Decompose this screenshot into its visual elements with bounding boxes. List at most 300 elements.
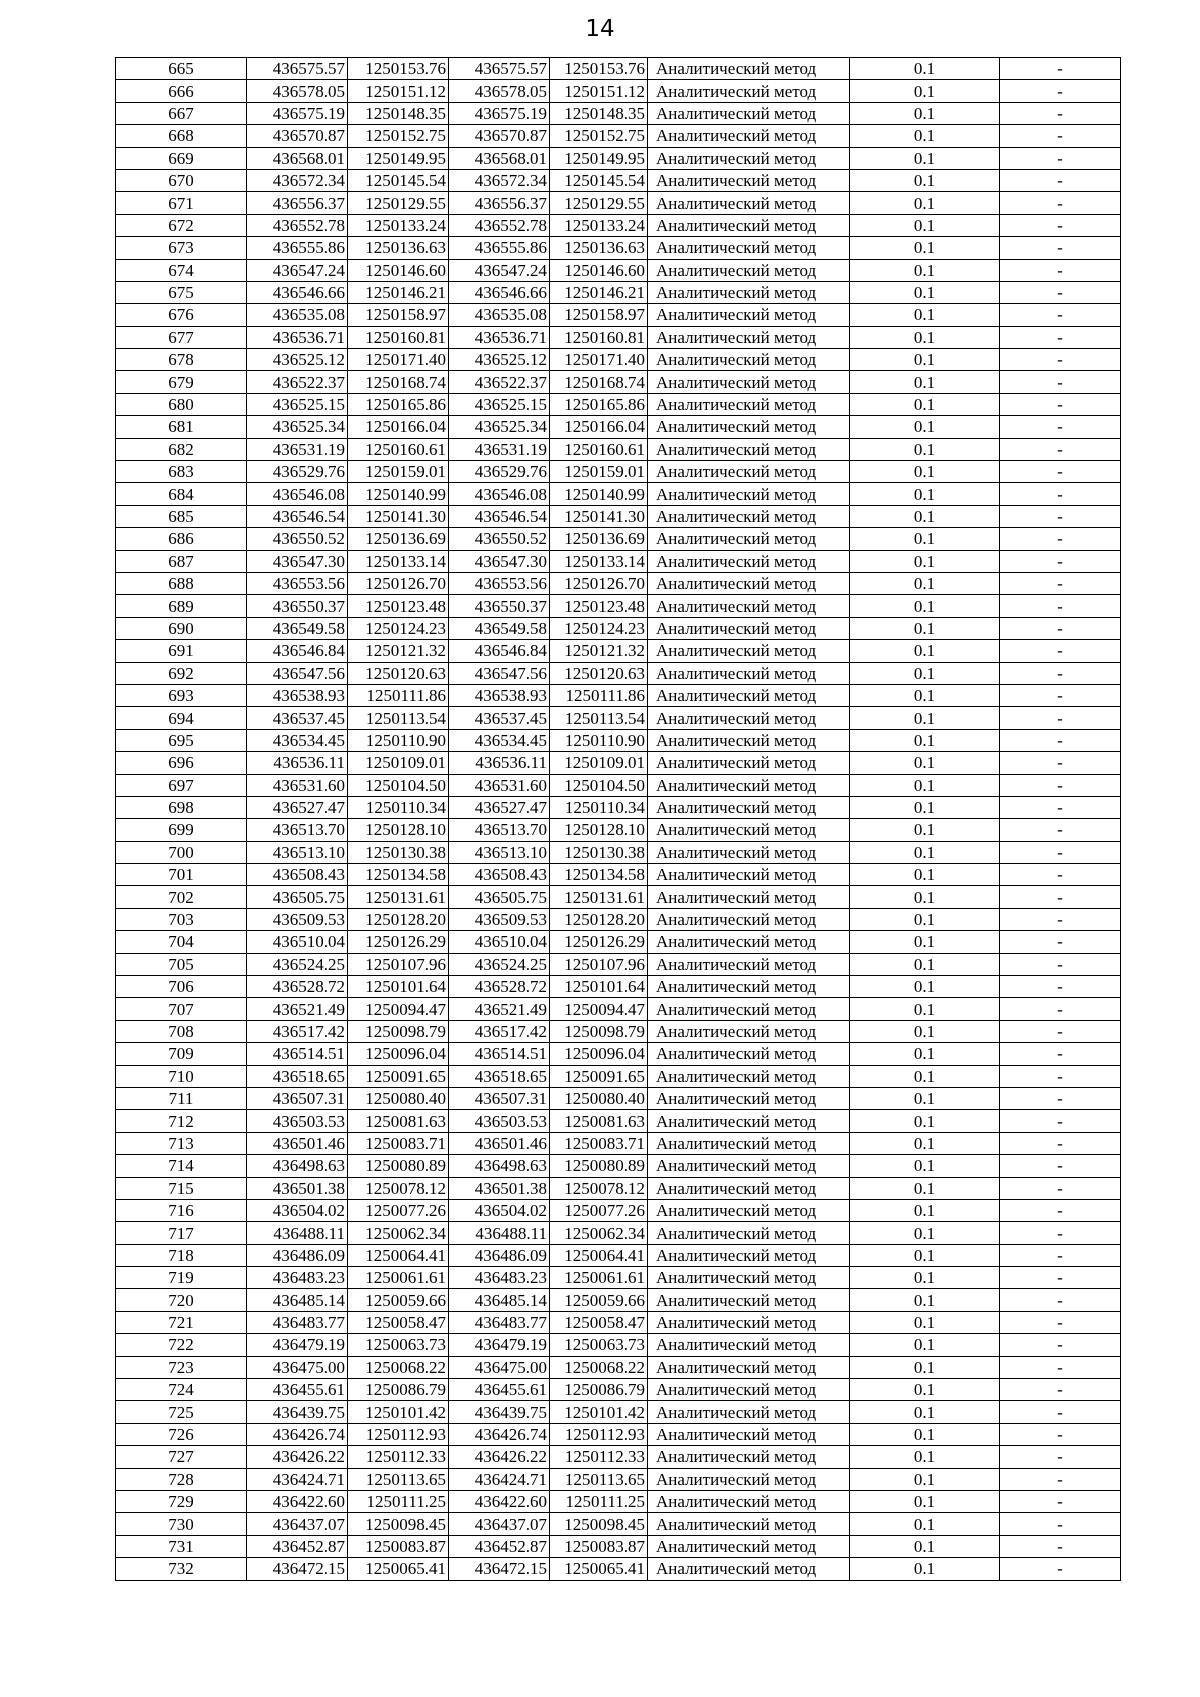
method-cell: Аналитический метод xyxy=(648,886,850,908)
note-cell: - xyxy=(1000,1289,1121,1311)
method-cell: Аналитический метод xyxy=(648,237,850,259)
table-row xyxy=(116,1132,1121,1154)
y-coordinate-cell: 1250068.22 xyxy=(348,1356,449,1378)
method-cell: Аналитический метод xyxy=(648,1020,850,1042)
x-coordinate-cell: 436486.09 xyxy=(449,1244,550,1266)
point-number-cell: 717 xyxy=(116,1222,247,1244)
y-coordinate-cell: 1250112.93 xyxy=(550,1423,648,1445)
precision-cell: 0.1 xyxy=(850,1558,1000,1580)
y-coordinate-cell: 1250077.26 xyxy=(550,1199,648,1221)
precision-cell: 0.1 xyxy=(850,998,1000,1020)
y-coordinate-cell: 1250078.12 xyxy=(550,1177,648,1199)
table-row xyxy=(116,931,1121,953)
y-coordinate-cell: 1250059.66 xyxy=(348,1289,449,1311)
x-coordinate-cell: 436518.65 xyxy=(247,1065,348,1087)
note-cell: - xyxy=(1000,998,1121,1020)
y-coordinate-cell: 1250160.81 xyxy=(550,326,648,348)
y-coordinate-cell: 1250098.45 xyxy=(348,1513,449,1535)
precision-cell: 0.1 xyxy=(850,371,1000,393)
method-cell: Аналитический метод xyxy=(648,1379,850,1401)
y-coordinate-cell: 1250121.32 xyxy=(550,640,648,662)
y-coordinate-cell: 1250098.79 xyxy=(348,1020,449,1042)
point-number-cell: 671 xyxy=(116,192,247,214)
point-number-cell: 710 xyxy=(116,1065,247,1087)
method-cell: Аналитический метод xyxy=(648,371,850,393)
method-cell: Аналитический метод xyxy=(648,192,850,214)
note-cell: - xyxy=(1000,416,1121,438)
point-number-cell: 693 xyxy=(116,684,247,706)
y-coordinate-cell: 1250141.30 xyxy=(348,505,449,527)
note-cell: - xyxy=(1000,1087,1121,1109)
note-cell: - xyxy=(1000,841,1121,863)
note-cell: - xyxy=(1000,819,1121,841)
y-coordinate-cell: 1250111.25 xyxy=(348,1491,449,1513)
x-coordinate-cell: 436509.53 xyxy=(449,908,550,930)
x-coordinate-cell: 436501.46 xyxy=(247,1132,348,1154)
table-row xyxy=(116,752,1121,774)
precision-cell: 0.1 xyxy=(850,752,1000,774)
x-coordinate-cell: 436509.53 xyxy=(247,908,348,930)
precision-cell: 0.1 xyxy=(850,886,1000,908)
x-coordinate-cell: 436527.47 xyxy=(449,796,550,818)
y-coordinate-cell: 1250109.01 xyxy=(348,752,449,774)
y-coordinate-cell: 1250104.50 xyxy=(550,774,648,796)
x-coordinate-cell: 436508.43 xyxy=(247,864,348,886)
precision-cell: 0.1 xyxy=(850,707,1000,729)
point-number-cell: 731 xyxy=(116,1535,247,1557)
y-coordinate-cell: 1250091.65 xyxy=(348,1065,449,1087)
point-number-cell: 691 xyxy=(116,640,247,662)
note-cell: - xyxy=(1000,1491,1121,1513)
point-number-cell: 707 xyxy=(116,998,247,1020)
precision-cell: 0.1 xyxy=(850,147,1000,169)
note-cell: - xyxy=(1000,550,1121,572)
y-coordinate-cell: 1250133.14 xyxy=(550,550,648,572)
x-coordinate-cell: 436552.78 xyxy=(247,214,348,236)
table-row xyxy=(116,1110,1121,1132)
y-coordinate-cell: 1250109.01 xyxy=(550,752,648,774)
method-cell: Аналитический метод xyxy=(648,707,850,729)
method-cell: Аналитический метод xyxy=(648,1446,850,1468)
note-cell: - xyxy=(1000,125,1121,147)
x-coordinate-cell: 436455.61 xyxy=(449,1379,550,1401)
y-coordinate-cell: 1250110.34 xyxy=(550,796,648,818)
table-row xyxy=(116,214,1121,236)
method-cell: Аналитический метод xyxy=(648,58,850,80)
note-cell: - xyxy=(1000,1356,1121,1378)
x-coordinate-cell: 436522.37 xyxy=(449,371,550,393)
table-row xyxy=(116,1311,1121,1333)
y-coordinate-cell: 1250168.74 xyxy=(550,371,648,393)
table-row xyxy=(116,259,1121,281)
x-coordinate-cell: 436546.84 xyxy=(247,640,348,662)
y-coordinate-cell: 1250096.04 xyxy=(348,1043,449,1065)
table-row xyxy=(116,1065,1121,1087)
y-coordinate-cell: 1250111.25 xyxy=(550,1491,648,1513)
x-coordinate-cell: 436575.57 xyxy=(247,58,348,80)
note-cell: - xyxy=(1000,640,1121,662)
x-coordinate-cell: 436426.74 xyxy=(449,1423,550,1445)
precision-cell: 0.1 xyxy=(850,259,1000,281)
point-number-cell: 665 xyxy=(116,58,247,80)
note-cell: - xyxy=(1000,976,1121,998)
x-coordinate-cell: 436439.75 xyxy=(247,1401,348,1423)
x-coordinate-cell: 436488.11 xyxy=(449,1222,550,1244)
y-coordinate-cell: 1250158.97 xyxy=(550,304,648,326)
y-coordinate-cell: 1250133.24 xyxy=(348,214,449,236)
x-coordinate-cell: 436485.14 xyxy=(247,1289,348,1311)
x-coordinate-cell: 436537.45 xyxy=(247,707,348,729)
precision-cell: 0.1 xyxy=(850,908,1000,930)
note-cell: - xyxy=(1000,1020,1121,1042)
table-row xyxy=(116,1513,1121,1535)
x-coordinate-cell: 436550.52 xyxy=(449,528,550,550)
point-number-cell: 700 xyxy=(116,841,247,863)
table-row xyxy=(116,349,1121,371)
method-cell: Аналитический метод xyxy=(648,1199,850,1221)
x-coordinate-cell: 436575.19 xyxy=(247,102,348,124)
y-coordinate-cell: 1250058.47 xyxy=(348,1311,449,1333)
precision-cell: 0.1 xyxy=(850,80,1000,102)
point-number-cell: 680 xyxy=(116,393,247,415)
precision-cell: 0.1 xyxy=(850,393,1000,415)
method-cell: Аналитический метод xyxy=(648,976,850,998)
x-coordinate-cell: 436534.45 xyxy=(247,729,348,751)
table-row xyxy=(116,169,1121,191)
x-coordinate-cell: 436514.51 xyxy=(247,1043,348,1065)
method-cell: Аналитический метод xyxy=(648,752,850,774)
y-coordinate-cell: 1250110.90 xyxy=(348,729,449,751)
y-coordinate-cell: 1250061.61 xyxy=(348,1267,449,1289)
y-coordinate-cell: 1250098.79 xyxy=(550,1020,648,1042)
note-cell: - xyxy=(1000,461,1121,483)
y-coordinate-cell: 1250166.04 xyxy=(348,416,449,438)
x-coordinate-cell: 436475.00 xyxy=(449,1356,550,1378)
y-coordinate-cell: 1250062.34 xyxy=(348,1222,449,1244)
note-cell: - xyxy=(1000,1446,1121,1468)
note-cell: - xyxy=(1000,1155,1121,1177)
method-cell: Аналитический метод xyxy=(648,1468,850,1490)
precision-cell: 0.1 xyxy=(850,416,1000,438)
precision-cell: 0.1 xyxy=(850,1199,1000,1221)
x-coordinate-cell: 436439.75 xyxy=(449,1401,550,1423)
precision-cell: 0.1 xyxy=(850,1155,1000,1177)
y-coordinate-cell: 1250061.61 xyxy=(550,1267,648,1289)
method-cell: Аналитический метод xyxy=(648,640,850,662)
precision-cell: 0.1 xyxy=(850,1401,1000,1423)
x-coordinate-cell: 436547.56 xyxy=(247,662,348,684)
note-cell: - xyxy=(1000,1065,1121,1087)
method-cell: Аналитический метод xyxy=(648,1535,850,1557)
y-coordinate-cell: 1250149.95 xyxy=(348,147,449,169)
point-number-cell: 730 xyxy=(116,1513,247,1535)
table-row xyxy=(116,976,1121,998)
point-number-cell: 690 xyxy=(116,617,247,639)
precision-cell: 0.1 xyxy=(850,774,1000,796)
method-cell: Аналитический метод xyxy=(648,1356,850,1378)
point-number-cell: 725 xyxy=(116,1401,247,1423)
precision-cell: 0.1 xyxy=(850,192,1000,214)
y-coordinate-cell: 1250160.81 xyxy=(348,326,449,348)
method-cell: Аналитический метод xyxy=(648,1043,850,1065)
y-coordinate-cell: 1250094.47 xyxy=(348,998,449,1020)
x-coordinate-cell: 436529.76 xyxy=(449,461,550,483)
precision-cell: 0.1 xyxy=(850,326,1000,348)
x-coordinate-cell: 436547.24 xyxy=(247,259,348,281)
table-row xyxy=(116,1155,1121,1177)
point-number-cell: 670 xyxy=(116,169,247,191)
method-cell: Аналитический метод xyxy=(648,438,850,460)
precision-cell: 0.1 xyxy=(850,1513,1000,1535)
y-coordinate-cell: 1250104.50 xyxy=(348,774,449,796)
x-coordinate-cell: 436501.38 xyxy=(247,1177,348,1199)
table-row xyxy=(116,864,1121,886)
y-coordinate-cell: 1250110.34 xyxy=(348,796,449,818)
table-row xyxy=(116,953,1121,975)
method-cell: Аналитический метод xyxy=(648,80,850,102)
y-coordinate-cell: 1250159.01 xyxy=(550,461,648,483)
y-coordinate-cell: 1250134.58 xyxy=(550,864,648,886)
y-coordinate-cell: 1250068.22 xyxy=(550,1356,648,1378)
precision-cell: 0.1 xyxy=(850,1379,1000,1401)
note-cell: - xyxy=(1000,80,1121,102)
y-coordinate-cell: 1250153.76 xyxy=(550,58,648,80)
note-cell: - xyxy=(1000,752,1121,774)
x-coordinate-cell: 436550.37 xyxy=(247,595,348,617)
method-cell: Аналитический метод xyxy=(648,774,850,796)
precision-cell: 0.1 xyxy=(850,1087,1000,1109)
x-coordinate-cell: 436536.11 xyxy=(247,752,348,774)
x-coordinate-cell: 436483.23 xyxy=(449,1267,550,1289)
method-cell: Аналитический метод xyxy=(648,684,850,706)
note-cell: - xyxy=(1000,102,1121,124)
y-coordinate-cell: 1250146.60 xyxy=(348,259,449,281)
precision-cell: 0.1 xyxy=(850,864,1000,886)
x-coordinate-cell: 436479.19 xyxy=(449,1334,550,1356)
y-coordinate-cell: 1250131.61 xyxy=(550,886,648,908)
x-coordinate-cell: 436498.63 xyxy=(449,1155,550,1177)
method-cell: Аналитический метод xyxy=(648,505,850,527)
note-cell: - xyxy=(1000,438,1121,460)
precision-cell: 0.1 xyxy=(850,640,1000,662)
x-coordinate-cell: 436501.38 xyxy=(449,1177,550,1199)
note-cell: - xyxy=(1000,774,1121,796)
y-coordinate-cell: 1250146.21 xyxy=(348,281,449,303)
note-cell: - xyxy=(1000,528,1121,550)
method-cell: Аналитический метод xyxy=(648,147,850,169)
method-cell: Аналитический метод xyxy=(648,483,850,505)
precision-cell: 0.1 xyxy=(850,953,1000,975)
y-coordinate-cell: 1250080.89 xyxy=(550,1155,648,1177)
y-coordinate-cell: 1250064.41 xyxy=(348,1244,449,1266)
point-number-cell: 667 xyxy=(116,102,247,124)
x-coordinate-cell: 436546.54 xyxy=(247,505,348,527)
table-row xyxy=(116,371,1121,393)
note-cell: - xyxy=(1000,326,1121,348)
method-cell: Аналитический метод xyxy=(648,953,850,975)
note-cell: - xyxy=(1000,214,1121,236)
precision-cell: 0.1 xyxy=(850,684,1000,706)
x-coordinate-cell: 436536.11 xyxy=(449,752,550,774)
y-coordinate-cell: 1250063.73 xyxy=(348,1334,449,1356)
table-row xyxy=(116,550,1121,572)
x-coordinate-cell: 436513.10 xyxy=(449,841,550,863)
table-row xyxy=(116,326,1121,348)
point-number-cell: 720 xyxy=(116,1289,247,1311)
x-coordinate-cell: 436525.15 xyxy=(449,393,550,415)
y-coordinate-cell: 1250129.55 xyxy=(550,192,648,214)
y-coordinate-cell: 1250111.86 xyxy=(550,684,648,706)
precision-cell: 0.1 xyxy=(850,461,1000,483)
x-coordinate-cell: 436568.01 xyxy=(449,147,550,169)
x-coordinate-cell: 436498.63 xyxy=(247,1155,348,1177)
method-cell: Аналитический метод xyxy=(648,841,850,863)
method-cell: Аналитический метод xyxy=(648,908,850,930)
point-number-cell: 721 xyxy=(116,1311,247,1333)
table-row xyxy=(116,281,1121,303)
note-cell: - xyxy=(1000,707,1121,729)
y-coordinate-cell: 1250124.23 xyxy=(348,617,449,639)
note-cell: - xyxy=(1000,169,1121,191)
method-cell: Аналитический метод xyxy=(648,572,850,594)
x-coordinate-cell: 436501.46 xyxy=(449,1132,550,1154)
table-row xyxy=(116,1401,1121,1423)
x-coordinate-cell: 436535.08 xyxy=(247,304,348,326)
y-coordinate-cell: 1250130.38 xyxy=(348,841,449,863)
method-cell: Аналитический метод xyxy=(648,1177,850,1199)
x-coordinate-cell: 436550.37 xyxy=(449,595,550,617)
precision-cell: 0.1 xyxy=(850,58,1000,80)
y-coordinate-cell: 1250128.20 xyxy=(550,908,648,930)
precision-cell: 0.1 xyxy=(850,1289,1000,1311)
x-coordinate-cell: 436513.70 xyxy=(449,819,550,841)
y-coordinate-cell: 1250101.64 xyxy=(550,976,648,998)
note-cell: - xyxy=(1000,953,1121,975)
precision-cell: 0.1 xyxy=(850,237,1000,259)
x-coordinate-cell: 436508.43 xyxy=(449,864,550,886)
method-cell: Аналитический метод xyxy=(648,729,850,751)
precision-cell: 0.1 xyxy=(850,1535,1000,1557)
y-coordinate-cell: 1250140.99 xyxy=(348,483,449,505)
table-row xyxy=(116,684,1121,706)
x-coordinate-cell: 436517.42 xyxy=(247,1020,348,1042)
point-number-cell: 685 xyxy=(116,505,247,527)
y-coordinate-cell: 1250136.69 xyxy=(550,528,648,550)
x-coordinate-cell: 436503.53 xyxy=(449,1110,550,1132)
y-coordinate-cell: 1250059.66 xyxy=(550,1289,648,1311)
table-row xyxy=(116,304,1121,326)
precision-cell: 0.1 xyxy=(850,931,1000,953)
precision-cell: 0.1 xyxy=(850,102,1000,124)
note-cell: - xyxy=(1000,595,1121,617)
x-coordinate-cell: 436568.01 xyxy=(247,147,348,169)
table-row xyxy=(116,505,1121,527)
y-coordinate-cell: 1250083.87 xyxy=(348,1535,449,1557)
table-row xyxy=(116,438,1121,460)
table-row xyxy=(116,1491,1121,1513)
note-cell: - xyxy=(1000,505,1121,527)
x-coordinate-cell: 436550.52 xyxy=(247,528,348,550)
y-coordinate-cell: 1250080.40 xyxy=(348,1087,449,1109)
note-cell: - xyxy=(1000,617,1121,639)
y-coordinate-cell: 1250098.45 xyxy=(550,1513,648,1535)
point-number-cell: 682 xyxy=(116,438,247,460)
method-cell: Аналитический метод xyxy=(648,1110,850,1132)
point-number-cell: 698 xyxy=(116,796,247,818)
point-number-cell: 729 xyxy=(116,1491,247,1513)
precision-cell: 0.1 xyxy=(850,595,1000,617)
y-coordinate-cell: 1250152.75 xyxy=(550,125,648,147)
x-coordinate-cell: 436534.45 xyxy=(449,729,550,751)
y-coordinate-cell: 1250120.63 xyxy=(348,662,449,684)
point-number-cell: 672 xyxy=(116,214,247,236)
x-coordinate-cell: 436513.10 xyxy=(247,841,348,863)
x-coordinate-cell: 436504.02 xyxy=(449,1199,550,1221)
y-coordinate-cell: 1250112.33 xyxy=(550,1446,648,1468)
note-cell: - xyxy=(1000,393,1121,415)
x-coordinate-cell: 436513.70 xyxy=(247,819,348,841)
point-number-cell: 726 xyxy=(116,1423,247,1445)
table-row xyxy=(116,461,1121,483)
method-cell: Аналитический метод xyxy=(648,416,850,438)
y-coordinate-cell: 1250166.04 xyxy=(550,416,648,438)
y-coordinate-cell: 1250086.79 xyxy=(348,1379,449,1401)
table-row xyxy=(116,729,1121,751)
method-cell: Аналитический метод xyxy=(648,304,850,326)
y-coordinate-cell: 1250126.70 xyxy=(550,572,648,594)
method-cell: Аналитический метод xyxy=(648,259,850,281)
precision-cell: 0.1 xyxy=(850,617,1000,639)
precision-cell: 0.1 xyxy=(850,1334,1000,1356)
x-coordinate-cell: 436426.74 xyxy=(247,1423,348,1445)
x-coordinate-cell: 436537.45 xyxy=(449,707,550,729)
x-coordinate-cell: 436535.08 xyxy=(449,304,550,326)
x-coordinate-cell: 436522.37 xyxy=(247,371,348,393)
y-coordinate-cell: 1250113.54 xyxy=(550,707,648,729)
point-number-cell: 715 xyxy=(116,1177,247,1199)
y-coordinate-cell: 1250141.30 xyxy=(550,505,648,527)
y-coordinate-cell: 1250133.24 xyxy=(550,214,648,236)
x-coordinate-cell: 436525.34 xyxy=(449,416,550,438)
table-row xyxy=(116,1468,1121,1490)
precision-cell: 0.1 xyxy=(850,214,1000,236)
y-coordinate-cell: 1250121.32 xyxy=(348,640,449,662)
x-coordinate-cell: 436524.25 xyxy=(449,953,550,975)
x-coordinate-cell: 436547.30 xyxy=(449,550,550,572)
point-number-cell: 684 xyxy=(116,483,247,505)
table-row xyxy=(116,102,1121,124)
point-number-cell: 732 xyxy=(116,1558,247,1580)
method-cell: Аналитический метод xyxy=(648,326,850,348)
y-coordinate-cell: 1250101.42 xyxy=(348,1401,449,1423)
x-coordinate-cell: 436507.31 xyxy=(247,1087,348,1109)
method-cell: Аналитический метод xyxy=(648,1065,850,1087)
table-row xyxy=(116,774,1121,796)
method-cell: Аналитический метод xyxy=(648,1491,850,1513)
note-cell: - xyxy=(1000,1311,1121,1333)
x-coordinate-cell: 436525.34 xyxy=(247,416,348,438)
table-row xyxy=(116,572,1121,594)
point-number-cell: 727 xyxy=(116,1446,247,1468)
x-coordinate-cell: 436475.00 xyxy=(247,1356,348,1378)
table-row xyxy=(116,886,1121,908)
point-number-cell: 699 xyxy=(116,819,247,841)
point-number-cell: 708 xyxy=(116,1020,247,1042)
precision-cell: 0.1 xyxy=(850,125,1000,147)
y-coordinate-cell: 1250126.29 xyxy=(348,931,449,953)
precision-cell: 0.1 xyxy=(850,1311,1000,1333)
y-coordinate-cell: 1250130.38 xyxy=(550,841,648,863)
